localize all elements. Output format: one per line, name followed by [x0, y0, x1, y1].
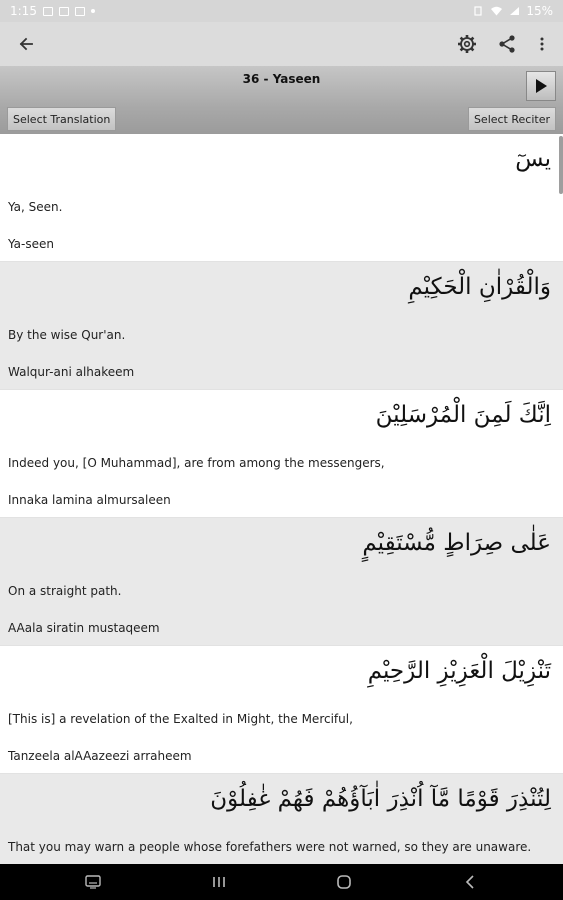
verse-translation: On a straight path. [8, 584, 122, 598]
share-icon [497, 34, 517, 54]
system-nav-bar [0, 864, 563, 900]
signal-icon [509, 6, 520, 16]
notification-dot-icon [91, 9, 95, 13]
home-icon [336, 874, 352, 890]
more-options-button[interactable] [527, 24, 557, 64]
status-time: 1:15 [10, 4, 37, 18]
select-translation-button[interactable]: Select Translation [7, 107, 116, 131]
more-vertical-icon [539, 36, 545, 52]
surah-title: 36 - Yaseen [242, 72, 321, 86]
status-bar [0, 0, 563, 22]
verse-transliteration: AAala siratin mustaqeem [8, 621, 160, 635]
wifi-icon [490, 6, 503, 16]
gallery-icon [43, 7, 53, 16]
gear-icon [457, 34, 477, 54]
status-right [472, 4, 553, 18]
recents-icon [212, 875, 226, 889]
verse-transliteration: Tanzeela alAAazeezi arraheem [8, 749, 192, 763]
arrow-left-icon [18, 36, 34, 52]
verse-item[interactable] [0, 262, 563, 390]
media-icon [75, 7, 85, 16]
settings-button[interactable] [447, 24, 487, 64]
battery-level: 15% [526, 4, 553, 18]
verse-transliteration: Innaka lamina almursaleen [8, 493, 171, 507]
play-icon [534, 78, 548, 94]
app-bar [0, 22, 563, 66]
verse-item[interactable] [0, 134, 563, 262]
home-button[interactable] [324, 867, 364, 897]
verse-item[interactable] [0, 646, 563, 774]
surah-header [0, 66, 563, 134]
verse-translation: Indeed you, [O Muhammad], are from among the messengers, [8, 456, 385, 470]
share-button[interactable] [487, 24, 527, 64]
keyboard-icon [85, 875, 101, 889]
verse-item[interactable] [0, 774, 563, 864]
verse-translation: Ya, Seen. [8, 200, 63, 214]
verse-arabic: اِنَّكَ لَمِنَ الْمُرْسَلِيْنَ [375, 402, 551, 428]
verse-arabic: وَالْقُرْاٰنِ الْحَكِيْمِ [408, 274, 551, 300]
verse-translation: [This is] a revelation of the Exalted in Might, the Merciful, [8, 712, 353, 726]
nav-back-button[interactable] [450, 867, 490, 897]
verse-translation: By the wise Qur'an. [8, 328, 126, 342]
scrollbar-thumb[interactable] [559, 136, 563, 194]
verse-arabic: عَلٰى صِرَاطٍ مُّسْتَقِيْمٍ [362, 530, 551, 556]
verse-transliteration: Ya-seen [8, 237, 54, 251]
back-button[interactable] [6, 24, 46, 64]
recents-button[interactable] [199, 867, 239, 897]
vibrate-icon [472, 6, 484, 16]
status-left [10, 4, 95, 18]
verse-translation: That you may warn a people whose forefathers were not warned, so they are unaware. [8, 840, 532, 854]
mail-icon [59, 7, 69, 16]
keyboard-button[interactable] [73, 867, 113, 897]
verse-item[interactable] [0, 390, 563, 518]
verse-item[interactable] [0, 518, 563, 646]
verse-arabic: يسٓ [515, 146, 551, 172]
play-button[interactable] [526, 71, 556, 101]
select-reciter-button[interactable]: Select Reciter [468, 107, 556, 131]
verse-arabic: لِتُنْذِرَ قَوْمًا مَّآ اُنْذِرَ اٰبَآؤُهُمْ فَهُمْ غٰفِلُوْنَ [210, 786, 551, 812]
verse-arabic: تَنْزِيْلَ الْعَزِيْزِ الرَّحِيْمِ [367, 658, 551, 684]
nav-back-icon [465, 875, 475, 889]
verse-transliteration: Walqur-ani alhakeem [8, 365, 135, 379]
verse-list[interactable] [0, 134, 563, 864]
